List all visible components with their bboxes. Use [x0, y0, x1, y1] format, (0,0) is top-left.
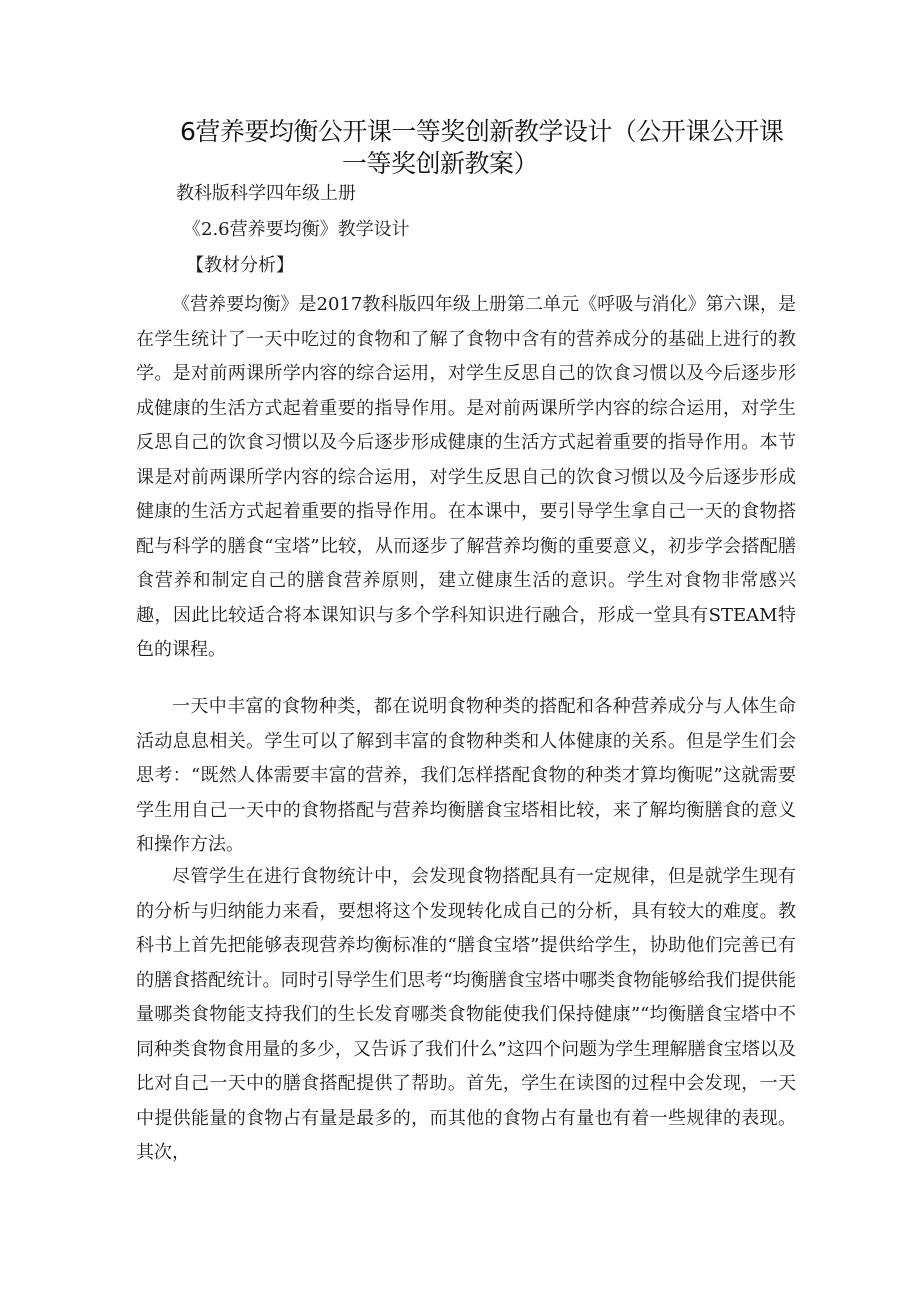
paragraph-textbook-analysis: 《营养要均衡》是2017教科版四年级上册第二单元《呼吸与消化》第六课，是在学生统计了一天中吃过的食物和了解了食物中含有的营养成分的基础上进行的教学。是对前两课所学内容的综合运用，对学生反思自己的饮食习惯以及今后逐步形成健康的生活方式起着重要的指导作用。是对前两课所学内容的综合运用，对学生反思自己的饮食习惯以及今后逐步形成健康的生活方式起着重要的指导作用。本节课是对前两课所学内容的综合运用，对学生反思自己的饮食习惯以及今后逐步形成健康的生活方式起着重要的指导作用。在本课中，要引导学生拿自己一天的食物搭配与科学的膳食“宝塔”比较，从而逐步了解营养均衡的重要意义，初步学会搭配膳食营养和制定自己的膳食营养原则，建立健康生活的意识。学生对食物非常感兴趣，因此比较适合将本课知识与多个学科知识进行融合，形成一堂具有STEAM特色的课程。 — [136, 294, 796, 660]
title-line-1: 6营养要均衡公开课一等奖创新教学设计（公开课公开课 — [180, 117, 784, 146]
document-title — [180, 116, 820, 180]
title-line-2: 一等奖创新教案） — [342, 149, 539, 178]
paragraph-food-variety: 一天中丰富的食物种类，都在说明食物种类的搭配和各种营养成分与人体生命活动息息相关。学生可以了解到丰富的食物种类和人体健康的关系。但是学生们会思考：“既然人体需要丰富的营养，我们怎样搭配食物的种类才算均衡呢”这就需要学生用自己一天中的食物搭配与营养均衡膳食宝塔相比较，来了解均衡膳食的意义和操作方法。 — [136, 696, 796, 855]
grade-line: 教科版科学四年级上册 — [176, 183, 356, 204]
design-title: 《2.6营养要均衡》教学设计 — [183, 219, 410, 240]
section-heading: 【教材分析】 — [186, 255, 294, 276]
paragraph-food-pagoda: 尽管学生在进行食物统计中，会发现食物搭配具有一定规律，但是就学生现有的分析与归纳能力来看，要想将这个发现转化成自己的分析，具有较大的难度。教科书上首先把能够表现营养均衡标准的“膳食宝塔”提供给学生，协助他们完善已有的膳食搭配统计。同时引导学生们思考“均衡膳食宝塔中哪类食物能够给我们提供能量哪类食物能支持我们的生长发育哪类食物能使我们保持健康”“均衡膳食宝塔中不同种类食物食用量的多少，又告诉了我们什么”这四个问题为学生理解膳食宝塔以及比对自己一天中的膳食搭配提供了帮助。首先，学生在读图的过程中会发现，一天中提供能量的食物占有量是最多的，而其他的食物占有量也有着一些规律的表现。其次， — [136, 866, 796, 1163]
